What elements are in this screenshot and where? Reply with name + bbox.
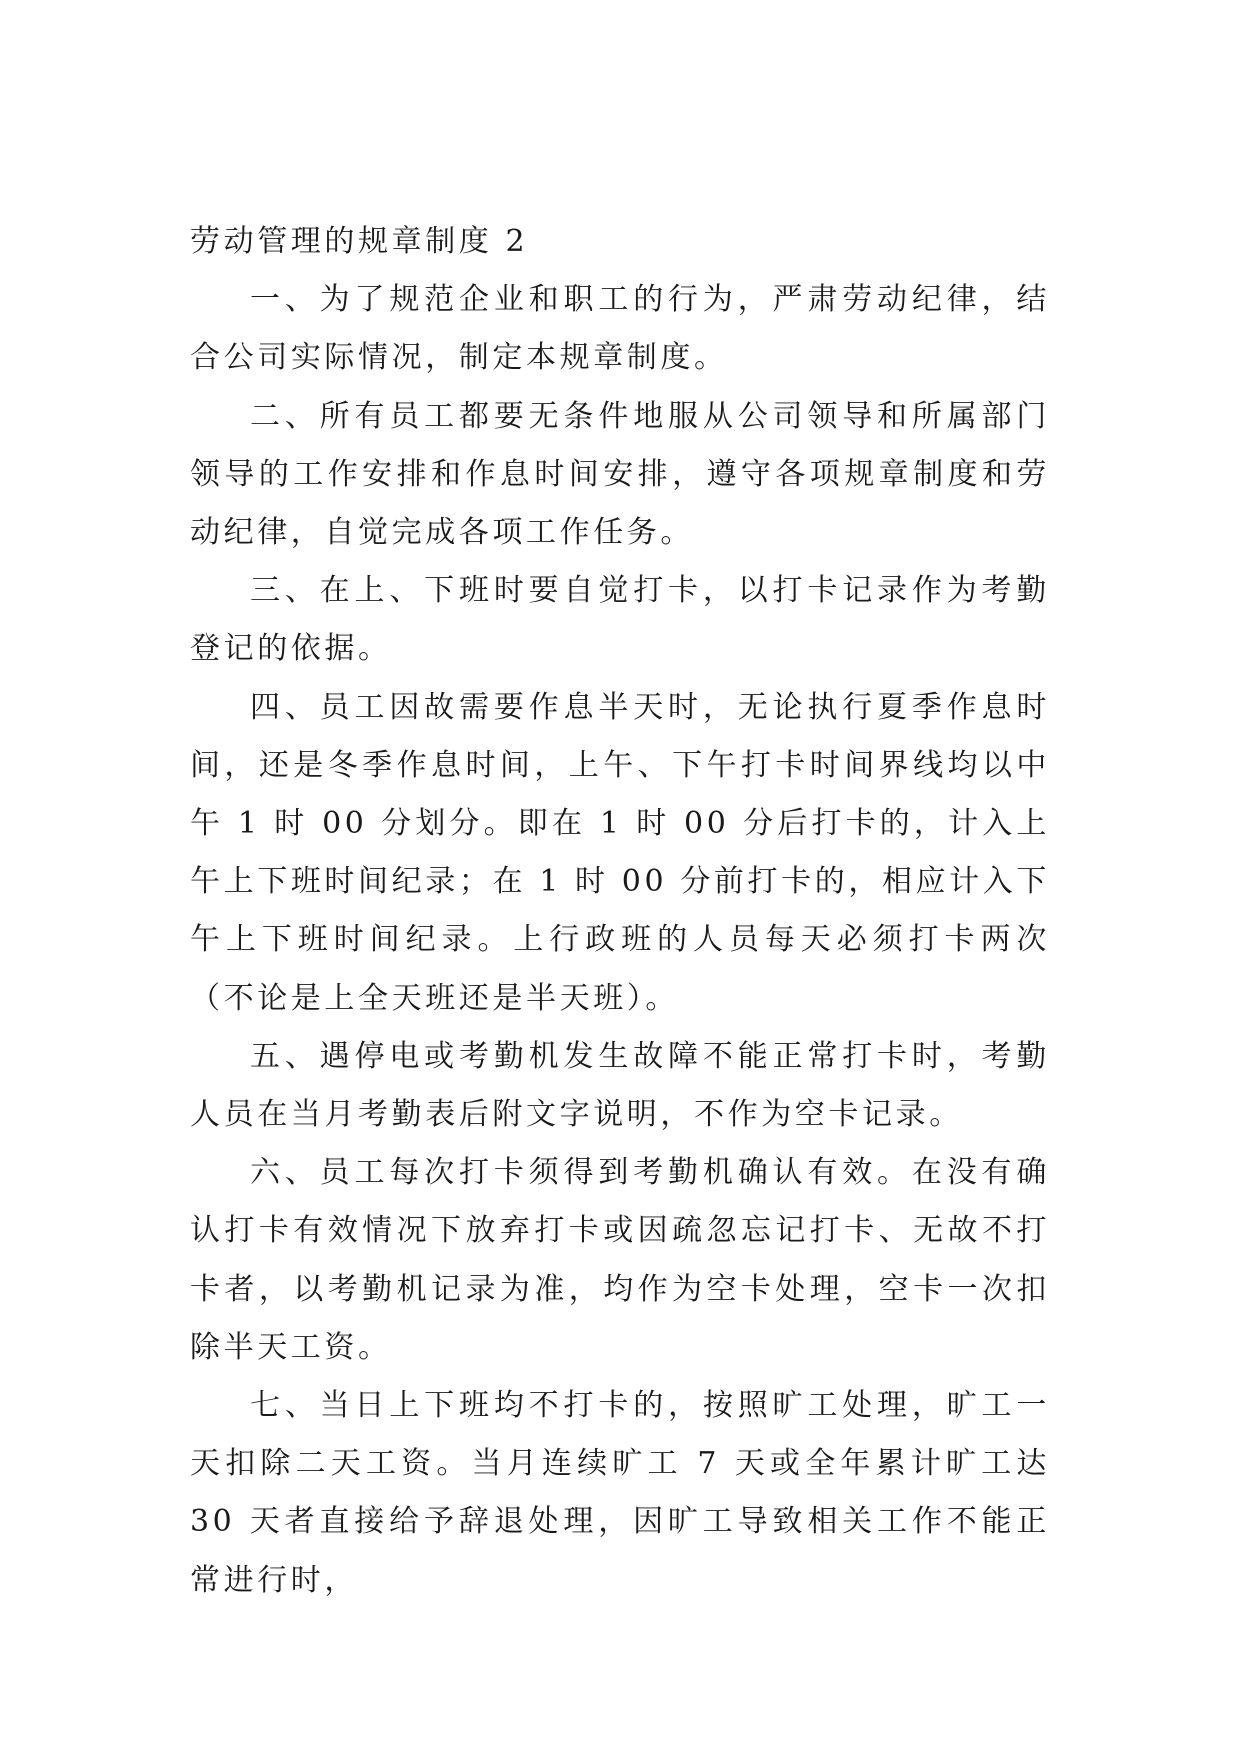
document-body	[190, 213, 1050, 1610]
clause-4: 四、员工因故需要作息半天时，无论执行夏季作息时间，还是冬季作息时间，上午、下午打卡时间界线均以中午 1 时 00 分划分。即在 1 时 00 分后打卡的，计入上午上下班时间纪录；在 1 时 00 分前打卡的，相应计入下午上下班时间纪录。上行政班的人员每天必须打卡两次（不论是上全天班还是半天班）。	[190, 689, 1050, 1016]
clause-6: 六、员工每次打卡须得到考勤机确认有效。在没有确认打卡有效情况下放弃打卡或因疏忽忘记打卡、无故不打卡者，以考勤机记录为准，均作为空卡处理，空卡一次扣除半天工资。	[190, 1155, 1050, 1365]
clause-3: 三、在上、下班时要自觉打卡，以打卡记录作为考勤登记的依据。	[190, 573, 1050, 667]
document-title: 劳动管理的规章制度 2	[190, 224, 529, 259]
clause-1: 一、为了规范企业和职工的行为，严肃劳动纪律，结合公司实际情况，制定本规章制度。	[190, 282, 1050, 376]
clause-7: 七、当日上下班均不打卡的，按照旷工处理，旷工一天扣除二天工资。当月连续旷工 7 天或全年累计旷工达 30 天者直接给予辞退处理，因旷工导致相关工作不能正常进行时，	[190, 1388, 1050, 1598]
clause-5: 五、遇停电或考勤机发生故障不能正常打卡时，考勤人员在当月考勤表后附文字说明，不作为空卡记录。	[190, 1038, 1050, 1133]
clause-2: 二、所有员工都要无条件地服从公司领导和所属部门领导的工作安排和作息时间安排，遵守各项规章制度和劳动纪律，自觉完成各项工作任务。	[190, 398, 1050, 551]
